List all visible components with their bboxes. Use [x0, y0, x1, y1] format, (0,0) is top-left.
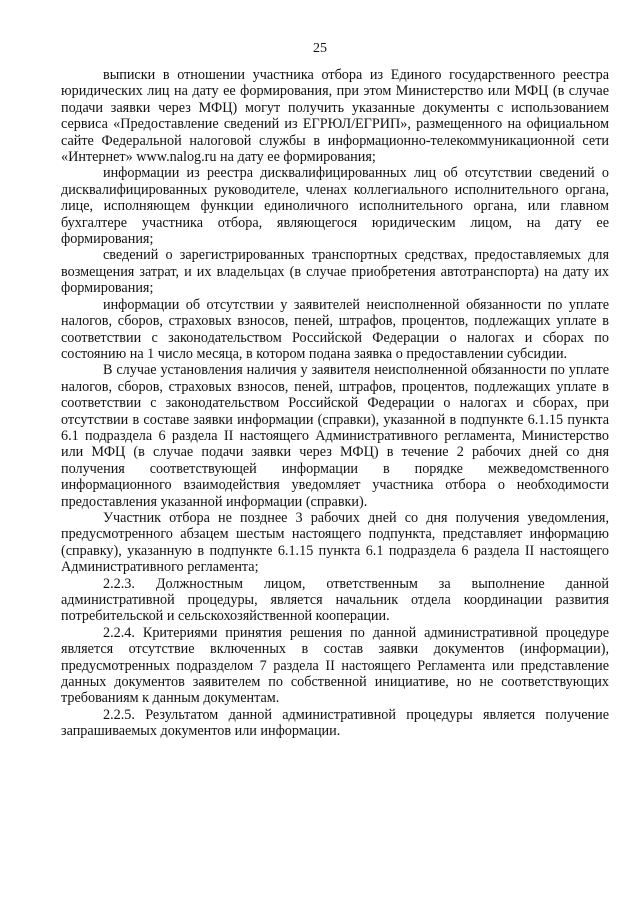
paragraph: Участник отбора не позднее 3 рабочих дней со дня получения уведомления, предусмотренного абзацем шестым настоящего подпункта, представляет информацию (справку), указанную в подпункте 6.1.15 пункта 6.1 подраздела 6 раздела II настоящего Административного регламента;	[61, 509, 609, 576]
paragraph: 2.2.3. Должностным лицом, ответственным за выполнение данной административной процедуры, является начальник отдела координации развития потребительской и сельскохозяйственной кооперации.	[61, 575, 609, 625]
paragraph: сведений о зарегистрированных транспортных средствах, предоставляемых для возмещения затрат, и их владельцах (в случае приобретения автотранспорта) на дату их формирования;	[61, 247, 609, 297]
paragraph: информации из реестра дисквалифицированных лиц об отсутствии сведений о дисквалифицированных руководителе, членах коллегиального исполнительного органа, лице, исполняющем функции единоличного исполнительного органа, или главном бухгалтере участника отбора, являющегося юридическим лицом, на дату ее формирования;	[61, 165, 609, 248]
paragraph: информации об отсутствии у заявителей неисполненной обязанности по уплате налогов, сборов, страховых взносов, пеней, штрафов, процентов, подлежащих уплате в соответствии с законодательством Российской Федерации о налогах и сборах по состоянию на 1 число месяца, в котором подана заявка о предоставлении субсидии.	[61, 296, 609, 362]
document-body	[61, 67, 609, 740]
paragraph: 2.2.4. Критериями принятия решения по данной административной процедуре является отсутствие включенных в состав заявки документов (информации), предусмотренных подразделом 7 раздела II настоящего Регламента или представление данных документов заявителем по собственной инициативе, но не соответствующих требованиям к данным документам.	[61, 624, 609, 707]
paragraph: В случае установления наличия у заявителя неисполненной обязанности по уплате налогов, сборов, страховых взносов, пеней, штрафов, процентов, подлежащих уплате в соответствии с законодательством Российской Федерации о налогах и сборах, при отсутствии в составе заявки информации (справки), указанной в подпункте 6.1.15 пункта 6.1 подраздела 6 раздела II настоящего Административного регламента, Министерство или МФЦ (в случае подачи заявки через МФЦ) в течение 2 рабочих дней со дня получения соответствующей информации в порядке межведомственного информационного взаимодействия уведомляет участника отбора о необходимости предоставления указанной информации (справки).	[61, 362, 609, 510]
paragraph: 2.2.5. Результатом данной административной процедуры является получение запрашиваемых документов или информации.	[61, 706, 609, 740]
page-number: 25	[313, 41, 327, 56]
paragraph: выписки в отношении участника отбора из Единого государственного реестра юридических лиц на дату ее формирования, при этом Министерство или МФЦ (в случае подачи заявки через МФЦ) могут получить указанные документы с использованием сервиса «Предоставление сведений из ЕГРЮЛ/ЕГРИП», размещенного на официальном сайте Федеральной налоговой службы в информационно-телекоммуникационной сети «Интернет» www.nalog.ru на дату ее формирования;	[61, 67, 609, 166]
